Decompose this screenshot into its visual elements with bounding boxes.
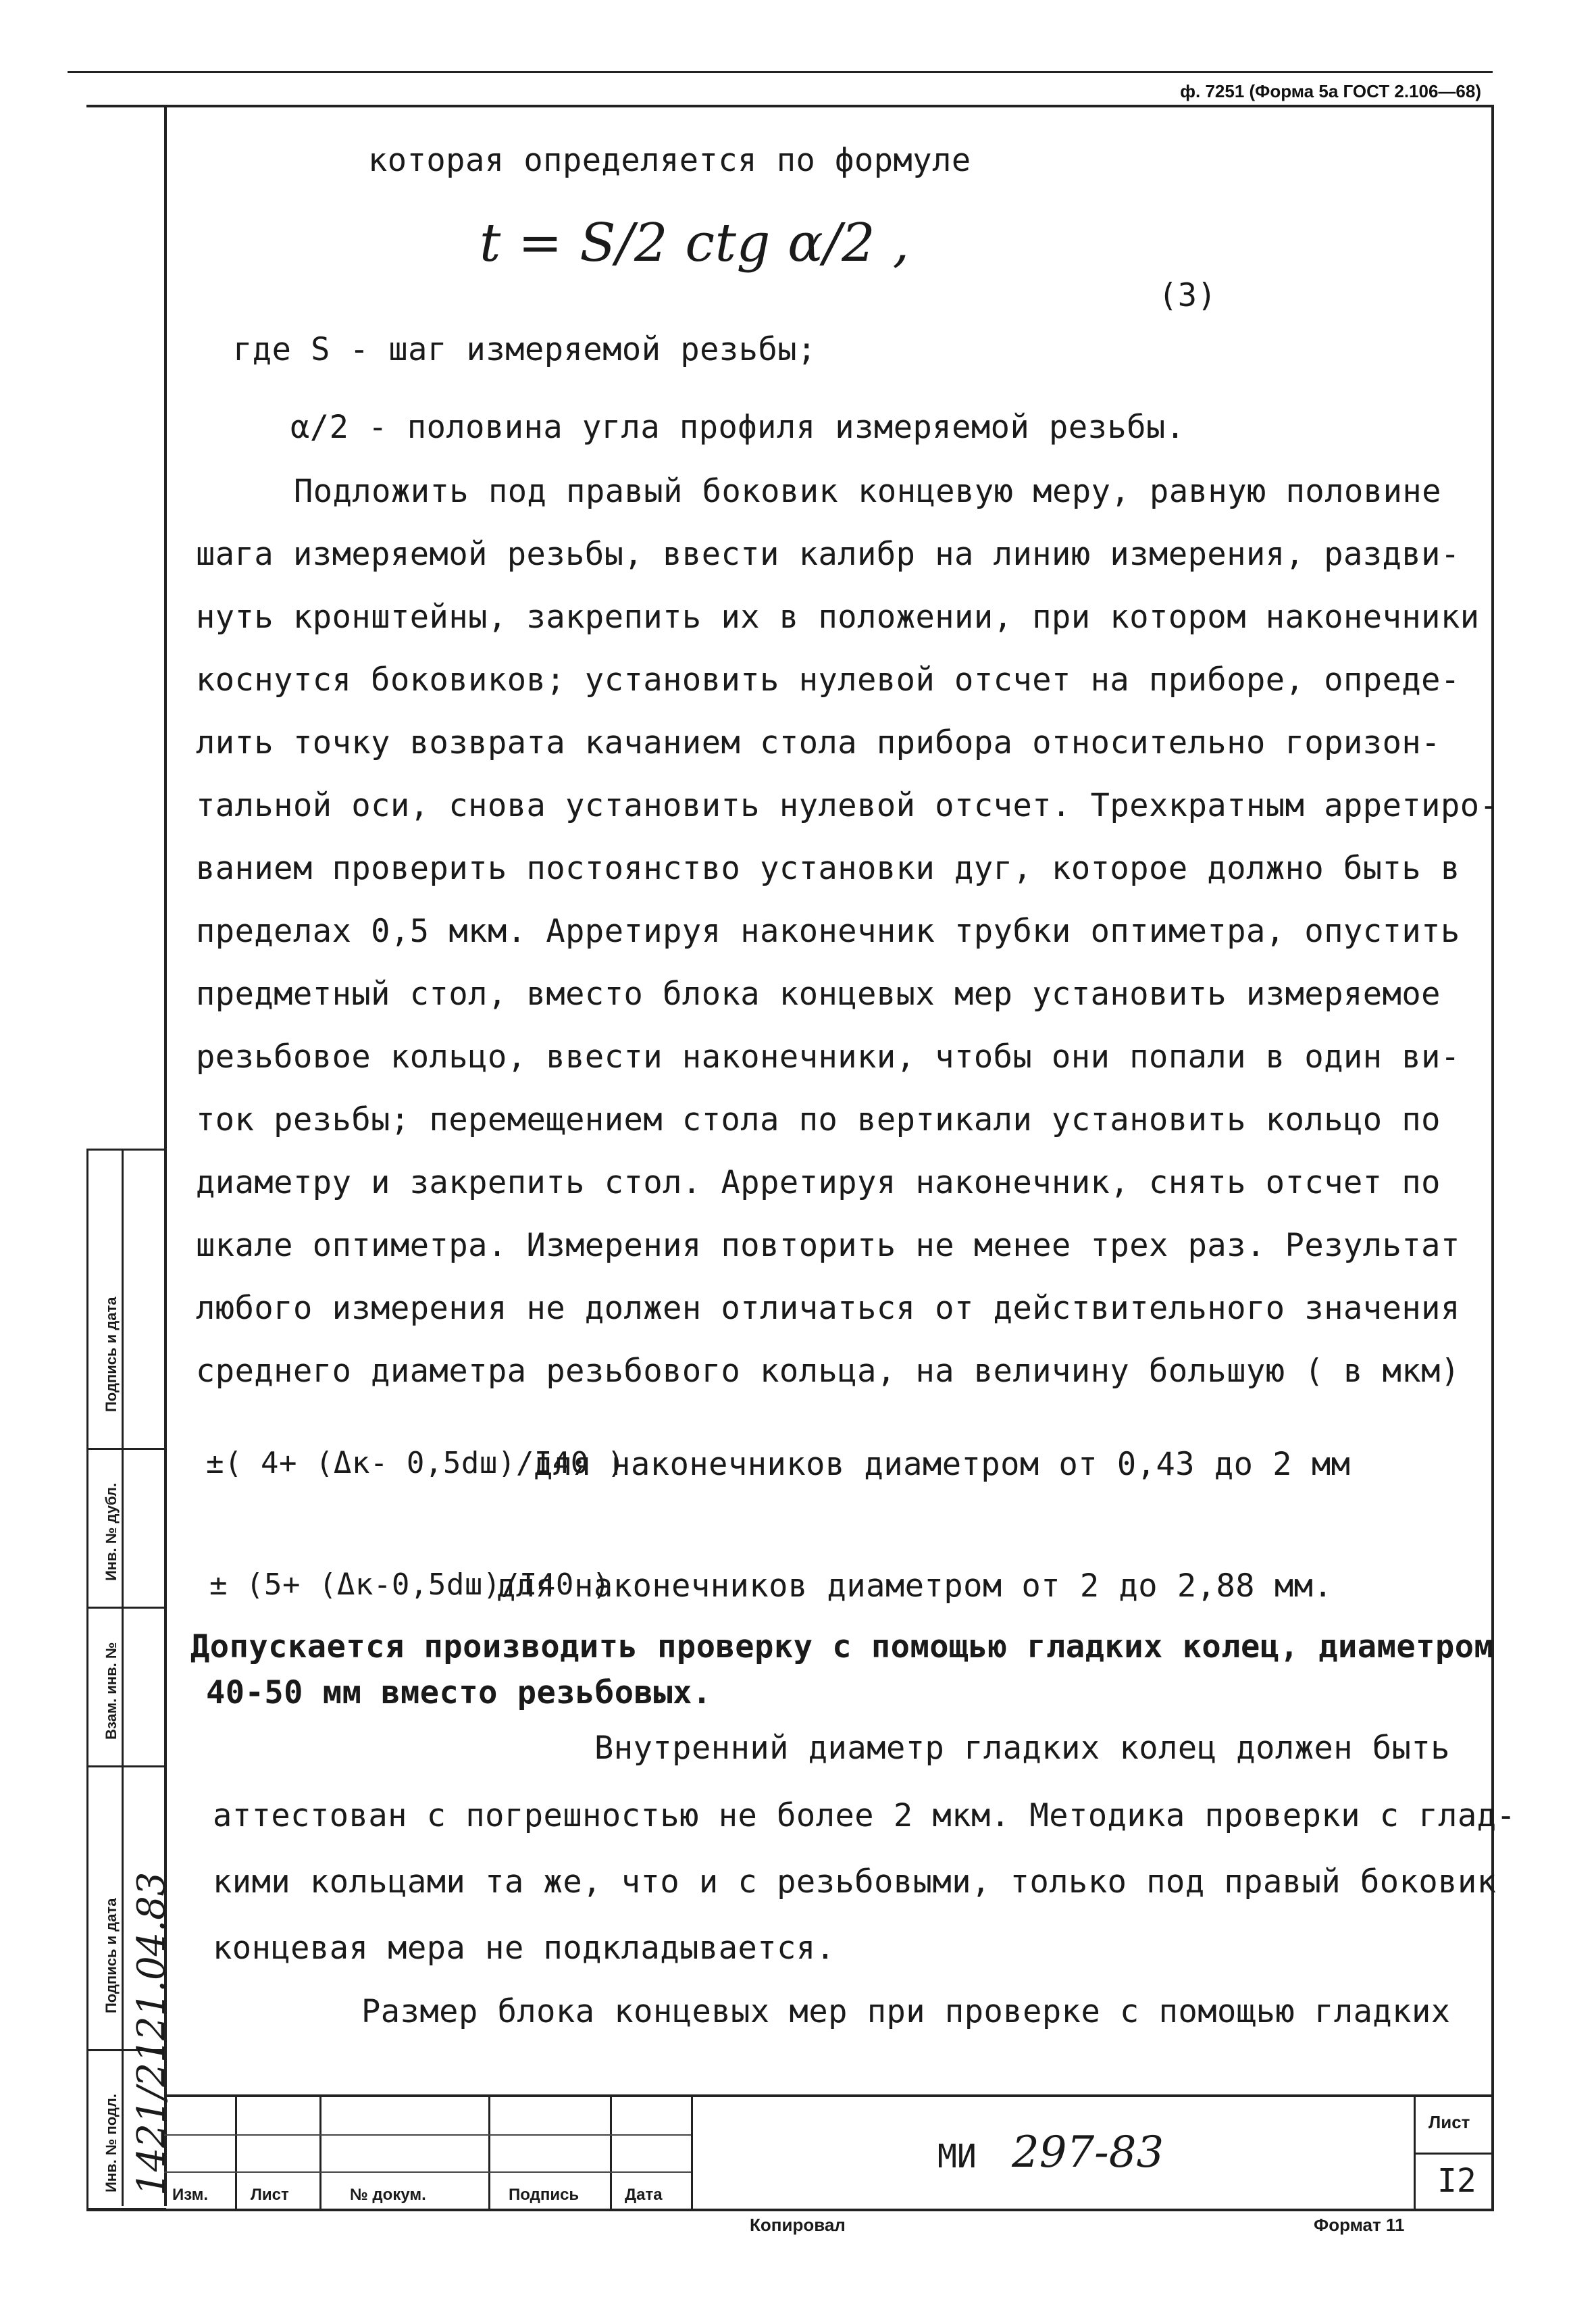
doc-prefix: МИ (937, 2138, 977, 2175)
stamp-label-podpis: Подпись (509, 2186, 580, 2204)
paragraph-line: концевая мера не подкладывается. (213, 1930, 835, 1967)
label-inv-podl: Инв. № подл. (103, 2094, 120, 2192)
stamp-col (235, 2097, 237, 2209)
stamp-col (488, 2097, 490, 2209)
stamp-label-data: Дата (625, 2186, 663, 2204)
stamp-label-izm: Изм. (172, 2186, 209, 2204)
sheet-divider (1414, 2153, 1491, 2155)
paragraph-line: тальной оси, снова установить нулевой отсчет. Трехкратным арретиро- (196, 787, 1499, 824)
handwritten-inventory: 1421/21 (130, 2038, 174, 2196)
form-code: ф. 7251 (Форма 5а ГОСТ 2.106—68) (1180, 81, 1481, 101)
paragraph-line: шкале оптиметра. Измерения повторить не менее трех раз. Результат (196, 1227, 1460, 1264)
margin-inner-rule (122, 1149, 124, 2206)
bold-line: Допускается производить проверку с помощью гладких колец, диаметром (190, 1628, 1494, 1665)
tolerance-formula-1: ±( 4+ (Δк- 0,5dш)/I40 ) (206, 1446, 625, 1480)
label-vzam-inv: Взам. инв. № (103, 1642, 120, 1740)
text-line: которая определяется по формуле (368, 142, 971, 179)
paragraph-line: шага измеряемой резьбы, ввести калибр на линию измерения, раздви- (196, 536, 1460, 573)
stamp-col (319, 2097, 321, 2209)
where-line-1: где S - шаг измеряемой резьбы; (233, 331, 817, 368)
stamp-label-dokum: № докум. (350, 2186, 426, 2204)
paragraph-line: аттестован с погрешностью не более 2 мкм. Методика проверки с глад- (213, 1797, 1516, 1834)
tolerance-text-1: для наконечников диаметром от 0,43 до 2 мм (534, 1446, 1351, 1483)
footer-copied: Копировал (750, 2215, 846, 2235)
tolerance-formula-2: ± (5+ (Δк-0,5dш)/I40 ) (209, 1567, 611, 1602)
sheet-number: I2 (1437, 2162, 1476, 2200)
footer-format: Формат 11 (1314, 2215, 1405, 2235)
label-podpis-data: Подпись и дата (103, 1297, 120, 1412)
label-inv-dubl: Инв. № дубл. (103, 1482, 120, 1581)
handwritten-date: 21.04.83 (130, 1871, 174, 2040)
paragraph-line: кими кольцами та же, что и с резьбовыми, только под правый боковик (213, 1863, 1497, 1901)
stamp-col (691, 2097, 693, 2209)
doc-number: 297-83 (1012, 2128, 1164, 2178)
paragraph-line: лить точку возврата качанием стола прибора относительно горизон- (196, 724, 1441, 761)
margin-divider (88, 1765, 166, 1767)
paragraph-line: Размер блока концевых мер при проверке с помощью гладких (361, 1993, 1451, 2030)
top-rule (68, 71, 1493, 73)
paragraph-line: Подложить под правый боковик концевую меру, равную половине (294, 473, 1441, 510)
margin-divider (88, 1448, 166, 1450)
paragraph-line: ванием проверить постоянство установки дуг, которое должно быть в (196, 850, 1460, 887)
paragraph-line: среднего диаметра резьбового кольца, на величину большую ( в мкм) (196, 1353, 1460, 1390)
paragraph-line: коснутся боковиков; установить нулевой отсчет на приборе, опреде- (196, 661, 1460, 699)
sheet-label: Лист (1428, 2112, 1470, 2132)
paragraph-line: резьбовое кольцо, ввести наконечники, чтобы они попали в один ви- (196, 1038, 1460, 1076)
paragraph-line: пределах 0,5 мкм. Арретируя наконечник трубки оптиметра, опустить (196, 913, 1460, 950)
paragraph-line: Внутренний диаметр гладких колец должен быть (594, 1730, 1451, 1767)
paragraph-line: диаметру и закрепить стол. Арретируя наконечник, снять отсчет по (196, 1164, 1441, 1201)
title-block (164, 2094, 1491, 2209)
margin-divider (88, 1607, 166, 1609)
stamp-row (164, 2171, 691, 2173)
bold-line: 40-50 мм вместо резьбовых. (206, 1674, 712, 1711)
paragraph-line: предметный стол, вместо блока концевых мер установить измеряемое (196, 976, 1441, 1013)
stamp-row (164, 2134, 691, 2136)
paragraph-line: любого измерения не должен отличаться от действительного значения (196, 1290, 1460, 1327)
label-podpis-data-2: Подпись и дата (103, 1898, 120, 2013)
paragraph-line: нуть кронштейны, закрепить их в положении, при котором наконечники (196, 599, 1480, 636)
stamp-label-list: Лист (251, 2186, 289, 2204)
stamp-col (610, 2097, 612, 2209)
paragraph-line: ток резьбы; перемещением стола по вертикали установить кольцо по (196, 1101, 1441, 1138)
tolerance-text-2: для наконечников диаметром от 2 до 2,88 мм. (496, 1567, 1333, 1605)
formula-number: (3) (1158, 277, 1217, 314)
formula: t = S/2 ctg α/2 , (480, 213, 910, 274)
where-line-2: α/2 - половина угла профиля измеряемой резьбы. (290, 409, 1185, 446)
